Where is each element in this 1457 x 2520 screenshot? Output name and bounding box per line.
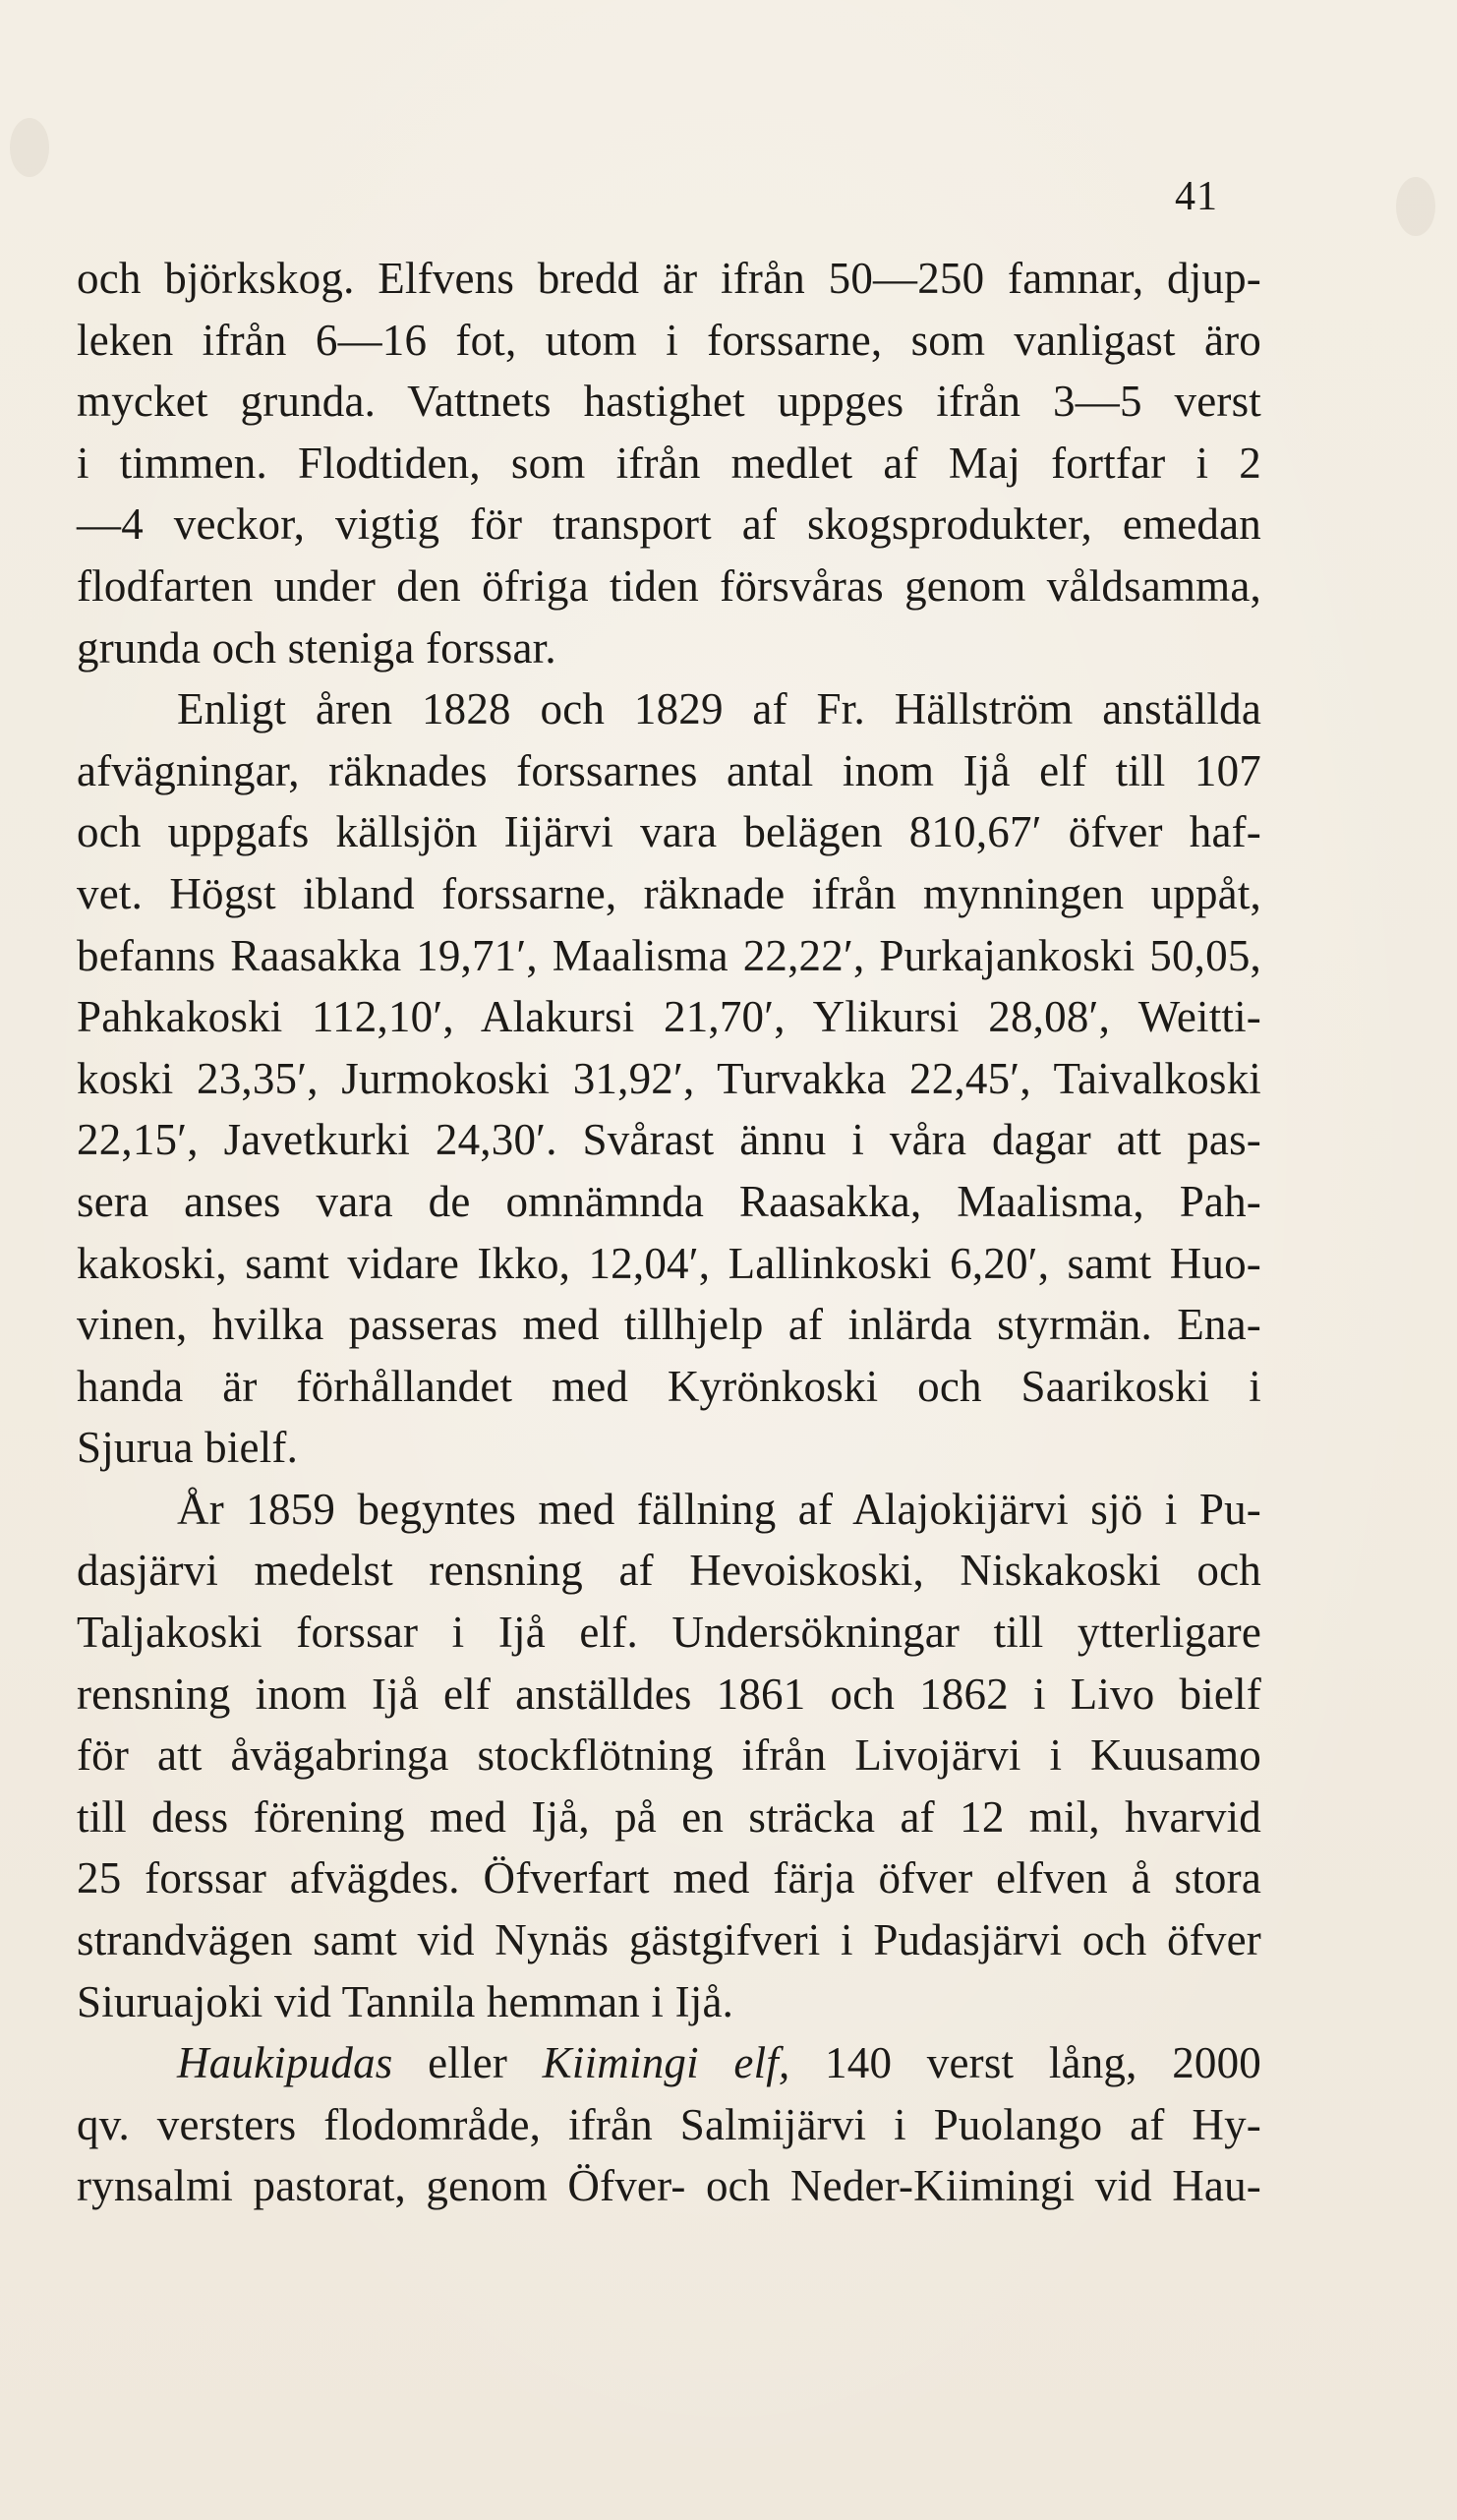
river-name-italic: Haukipudas (177, 2038, 393, 2088)
text-line (77, 2032, 1261, 2094)
text-line: Enligt åren 1828 och 1829 af Fr. Hällström anställda (177, 684, 1261, 734)
text-line: för att åvägabringa stockflötning ifrån Livojärvi i Kuusamo (77, 1730, 1261, 1781)
text-line: Taljakoski forssar i Ijå elf. Undersökningar till ytterligare (77, 1608, 1261, 1658)
text-line: 22,15′, Javetkurki 24,30′. Svårast ännu i våra dagar att pas- (77, 1115, 1261, 1165)
text-line: 25 forssar afvägdes. Öfverfart med färja öfver elfven å stora (77, 1853, 1261, 1904)
text-line: grunda och steniga forssar. (77, 622, 556, 673)
text-line: vet. Högst ibland forssarne, räknade ifrån mynningen uppåt, (77, 868, 1261, 918)
text-line: leken ifrån 6—16 fot, utom i forssarne, som vanligast äro (77, 315, 1261, 365)
text-line: och uppgafs källsjön Iijärvi vara belägen 810,67′ öfver haf- (77, 807, 1261, 857)
text-line: mycket grunda. Vattnets hastighet uppges ifrån 3—5 verst (77, 377, 1261, 427)
text-line: befanns Raasakka 19,71′, Maalisma 22,22′, Purkajankoski 50,05, (77, 930, 1261, 980)
text-fragment: eller (392, 2038, 543, 2088)
text-line: kakoski, samt vidare Ikko, 12,04′, Lallinkoski 6,20′, samt Huo- (77, 1238, 1261, 1288)
text-line: —4 veckor, vigtig för transport af skogsprodukter, emedan (77, 499, 1261, 550)
text-line: och björkskog. Elfvens bredd är ifrån 50—250 famnar, djup- (77, 254, 1261, 303)
text-line: koski 23,35′, Jurmokoski 31,92′, Turvakka 22,45′, Taivalkoski (77, 1053, 1261, 1103)
text-line: Sjurua bielf. (77, 1423, 299, 1473)
text-line: År 1859 begyntes med fällning af Alajokijärvi sjö i Pu- (177, 1484, 1261, 1534)
text-line: i timmen. Flodtiden, som ifrån medlet af Maj fortfar i 2 (77, 438, 1261, 488)
text-line: dasjärvi medelst rensning af Hevoiskoski, Niskakoski och (77, 1546, 1261, 1596)
page-number: 41 (1175, 174, 1218, 219)
river-name-italic: Kiimingi elf, (542, 2038, 790, 2088)
text-line: vinen, hvilka passeras med tillhjelp af inlärda styrmän. Ena- (77, 1300, 1261, 1350)
text-line: Siuruajoki vid Tannila hemman i Ijå. (77, 1976, 734, 2026)
text-line: till dess förening med Ijå, på en sträcka af 12 mil, hvarvid (77, 1791, 1261, 1842)
text-line: flodfarten under den öfriga tiden försvåras genom våldsamma, (77, 560, 1261, 611)
text-line: rynsalmi pastorat, genom Öfver- och Neder-Kiimingi vid Hau- (77, 2161, 1261, 2211)
page-stain (10, 118, 49, 177)
text-line: rensning inom Ijå elf anställdes 1861 och 1862 i Livo bielf (77, 1669, 1261, 1719)
text-line: handa är förhållandet med Kyrönkoski och Saarikoski i (77, 1361, 1261, 1411)
text-line: Pahkakoski 112,10′, Alakursi 21,70′, Ylikursi 28,08′, Weitti- (77, 992, 1261, 1042)
text-line: sera anses vara de omnämnda Raasakka, Maalisma, Pah- (77, 1176, 1261, 1226)
text-line: strandvägen samt vid Nynäs gästgifveri i Pudasjärvi och öfver (77, 1915, 1261, 1965)
page-stain (1396, 177, 1435, 236)
text-line: qv. versters flodområde, ifrån Salmijärvi i Puolango af Hy- (77, 2099, 1261, 2149)
text-fragment: 140 verst lång, 2000 (789, 2038, 1261, 2088)
text-line: afvägningar, räknades forssarnes antal inom Ijå elf till 107 (77, 745, 1261, 795)
body-text (77, 248, 1261, 2217)
